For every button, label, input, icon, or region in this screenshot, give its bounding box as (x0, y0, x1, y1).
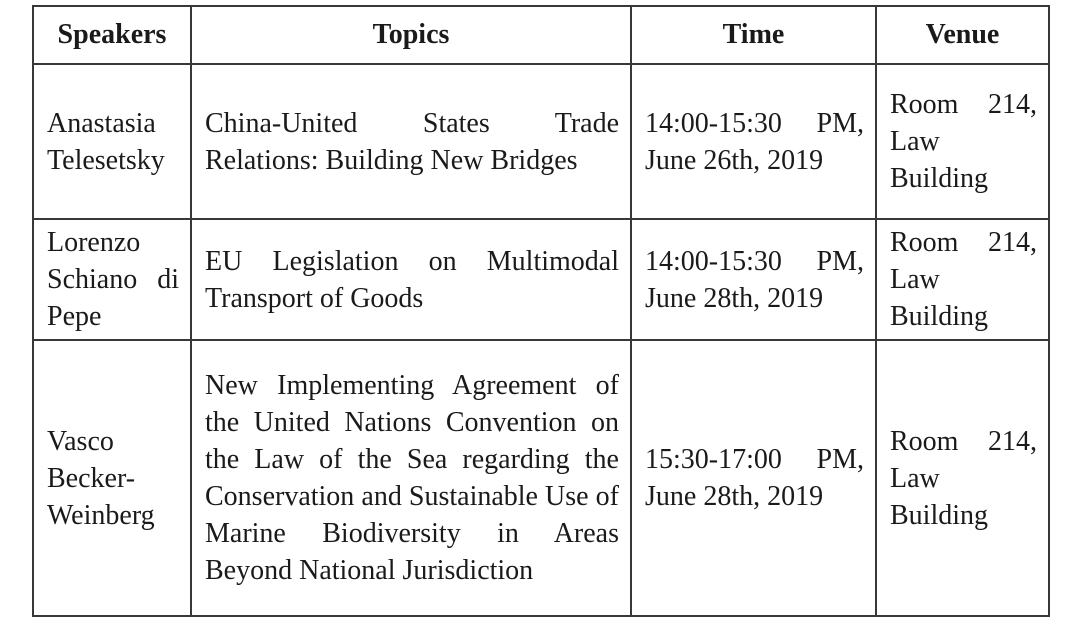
table-header-row (33, 6, 1049, 64)
topic-cell: EU Legislation on Multimodal Transport of Goods (191, 219, 631, 340)
table-row (33, 64, 1049, 219)
time-cell: 15:30-17:00 PM, June 28th, 2019 (631, 340, 876, 616)
column-header-time: Time (631, 6, 876, 64)
table-row (33, 219, 1049, 340)
table-row (33, 340, 1049, 616)
topic-cell: New Implementing Agreement of the United Nations Convention on the Law of the Sea regarding the Conservation and Sustainable Use of Marine Biodiversity in Areas Beyond National Jurisdiction (191, 340, 631, 616)
venue-cell: Room 214, Law Building (876, 64, 1049, 219)
speaker-cell: Anastasia Telesetsky (33, 64, 191, 219)
speaker-cell: Vasco Becker-Weinberg (33, 340, 191, 616)
time-cell: 14:00-15:30 PM, June 26th, 2019 (631, 64, 876, 219)
column-header-venue: Venue (876, 6, 1049, 64)
column-header-topics: Topics (191, 6, 631, 64)
topic-cell: China-United States Trade Relations: Building New Bridges (191, 64, 631, 219)
speaker-cell: Lorenzo Schiano di Pepe (33, 219, 191, 340)
column-header-speakers: Speakers (33, 6, 191, 64)
venue-cell: Room 214, Law Building (876, 340, 1049, 616)
speaker-schedule-table (32, 5, 1050, 617)
venue-cell: Room 214, Law Building (876, 219, 1049, 340)
time-cell: 14:00-15:30 PM, June 28th, 2019 (631, 219, 876, 340)
